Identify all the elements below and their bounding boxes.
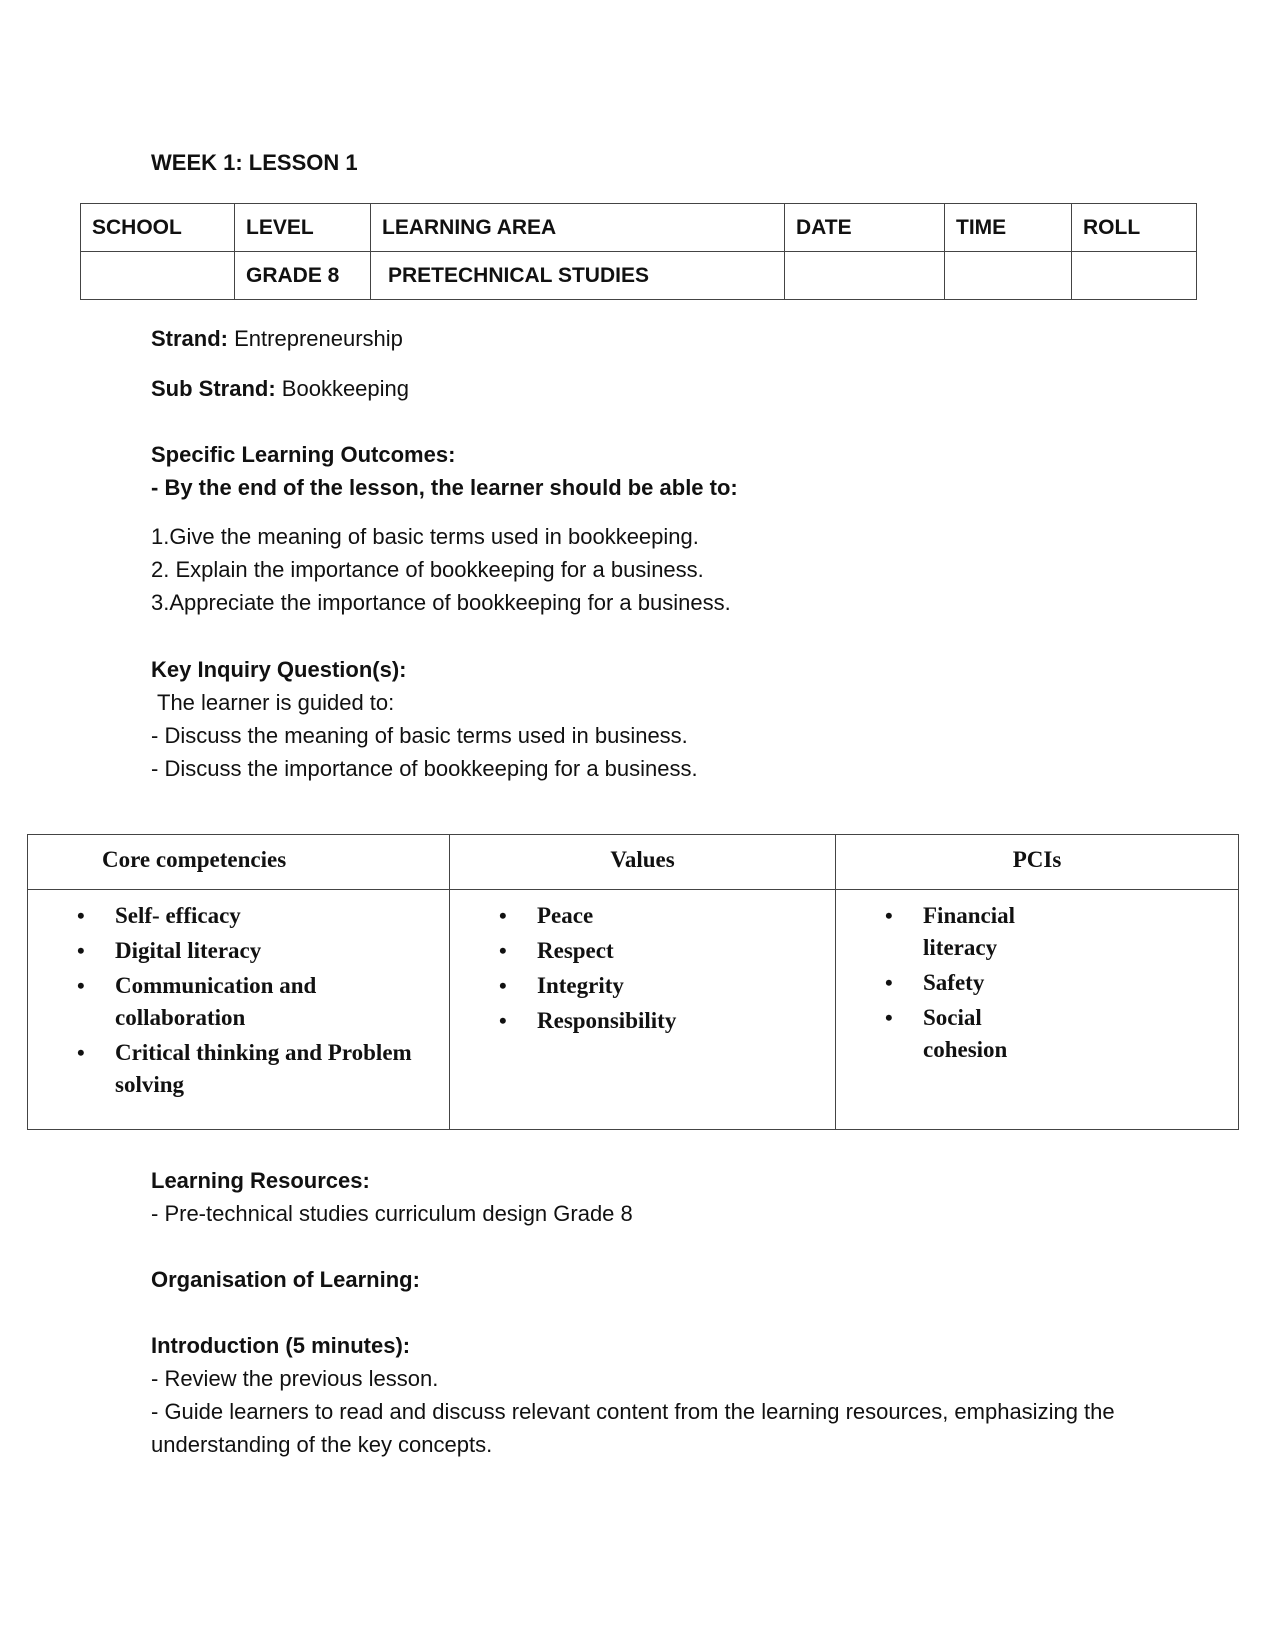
list-item: • Peace: [537, 900, 834, 932]
core-competencies-list: [29, 900, 448, 1101]
header-pcis: PCIs: [836, 835, 1239, 890]
header-core-competencies: Core competencies: [28, 835, 450, 890]
values-cell: [450, 890, 836, 1130]
header-date: DATE: [785, 204, 945, 252]
outcome-item: 1.Give the meaning of basic terms used in bookkeeping.: [151, 524, 699, 549]
introduction-item: - Review the previous lesson.: [151, 1366, 439, 1391]
inquiry-item: - Discuss the meaning of basic terms used in business.: [151, 723, 688, 748]
value-time: [945, 252, 1072, 300]
pcis-list: [837, 900, 1063, 1066]
values-list: [451, 900, 834, 1037]
inquiry-heading: Key Inquiry Question(s):: [151, 657, 407, 682]
sub-strand-line: [151, 372, 409, 405]
week-title: WEEK 1: LESSON 1: [151, 150, 358, 175]
header-learning-area: LEARNING AREA: [371, 204, 785, 252]
list-item: • Communication and collaboration: [115, 970, 448, 1034]
admin-header-row: [81, 204, 1197, 252]
list-item: • Self- efficacy: [115, 900, 448, 932]
competency-items-row: [28, 890, 1239, 1130]
resource-item: - Pre-technical studies curriculum design Grade 8: [151, 1201, 633, 1226]
introduction-item: - Guide learners to read and discuss relevant content from the learning resources, emphasizing the understanding of the key concepts.: [151, 1399, 1115, 1457]
resources-heading: Learning Resources:: [151, 1168, 370, 1193]
competency-header-row: [28, 835, 1239, 890]
list-item: • Integrity: [537, 970, 834, 1002]
strand-label: Strand:: [151, 326, 228, 351]
outcomes-intro: - By the end of the lesson, the learner should be able to:: [151, 475, 738, 500]
lesson-admin-table: [80, 203, 1197, 300]
header-roll: ROLL: [1072, 204, 1197, 252]
value-date: [785, 252, 945, 300]
outcomes-heading: Specific Learning Outcomes:: [151, 442, 456, 467]
pcis-cell: [836, 890, 1239, 1130]
introduction-list: [151, 1362, 1141, 1461]
introduction-heading: Introduction (5 minutes):: [151, 1333, 411, 1358]
core-competencies-cell: [28, 890, 450, 1130]
competency-table: [27, 834, 1239, 1130]
sub-strand-label: Sub Strand:: [151, 376, 276, 401]
value-roll: [1072, 252, 1197, 300]
strand-value: Entrepreneurship: [234, 326, 403, 351]
resources-list: [151, 1197, 633, 1230]
value-school: [81, 252, 235, 300]
value-learning-area: PRETECHNICAL STUDIES: [371, 252, 785, 300]
list-item: • Safety: [923, 967, 1063, 999]
outcome-item: 2. Explain the importance of bookkeeping for a business.: [151, 557, 704, 582]
outcomes-list: [151, 520, 731, 619]
list-item: • Digital literacy: [115, 935, 448, 967]
list-item: • Financial literacy: [923, 900, 1063, 964]
outcome-item: 3.Appreciate the importance of bookkeeping for a business.: [151, 590, 731, 615]
list-item: • Responsibility: [537, 1005, 834, 1037]
strand-line: [151, 322, 403, 355]
inquiry-list: [151, 719, 698, 785]
organisation-heading: Organisation of Learning:: [151, 1267, 420, 1292]
inquiry-item: - Discuss the importance of bookkeeping for a business.: [151, 756, 698, 781]
list-item: • Social cohesion: [923, 1002, 1063, 1066]
sub-strand-value: Bookkeeping: [281, 376, 410, 401]
value-level: GRADE 8: [235, 252, 371, 300]
header-school: SCHOOL: [81, 204, 235, 252]
admin-value-row: [81, 252, 1197, 300]
header-time: TIME: [945, 204, 1072, 252]
inquiry-intro: The learner is guided to:: [157, 690, 395, 715]
list-item: • Critical thinking and Problem solving: [115, 1037, 448, 1101]
header-level: LEVEL: [235, 204, 371, 252]
list-item: • Respect: [537, 935, 834, 967]
header-values: Values: [450, 835, 836, 890]
